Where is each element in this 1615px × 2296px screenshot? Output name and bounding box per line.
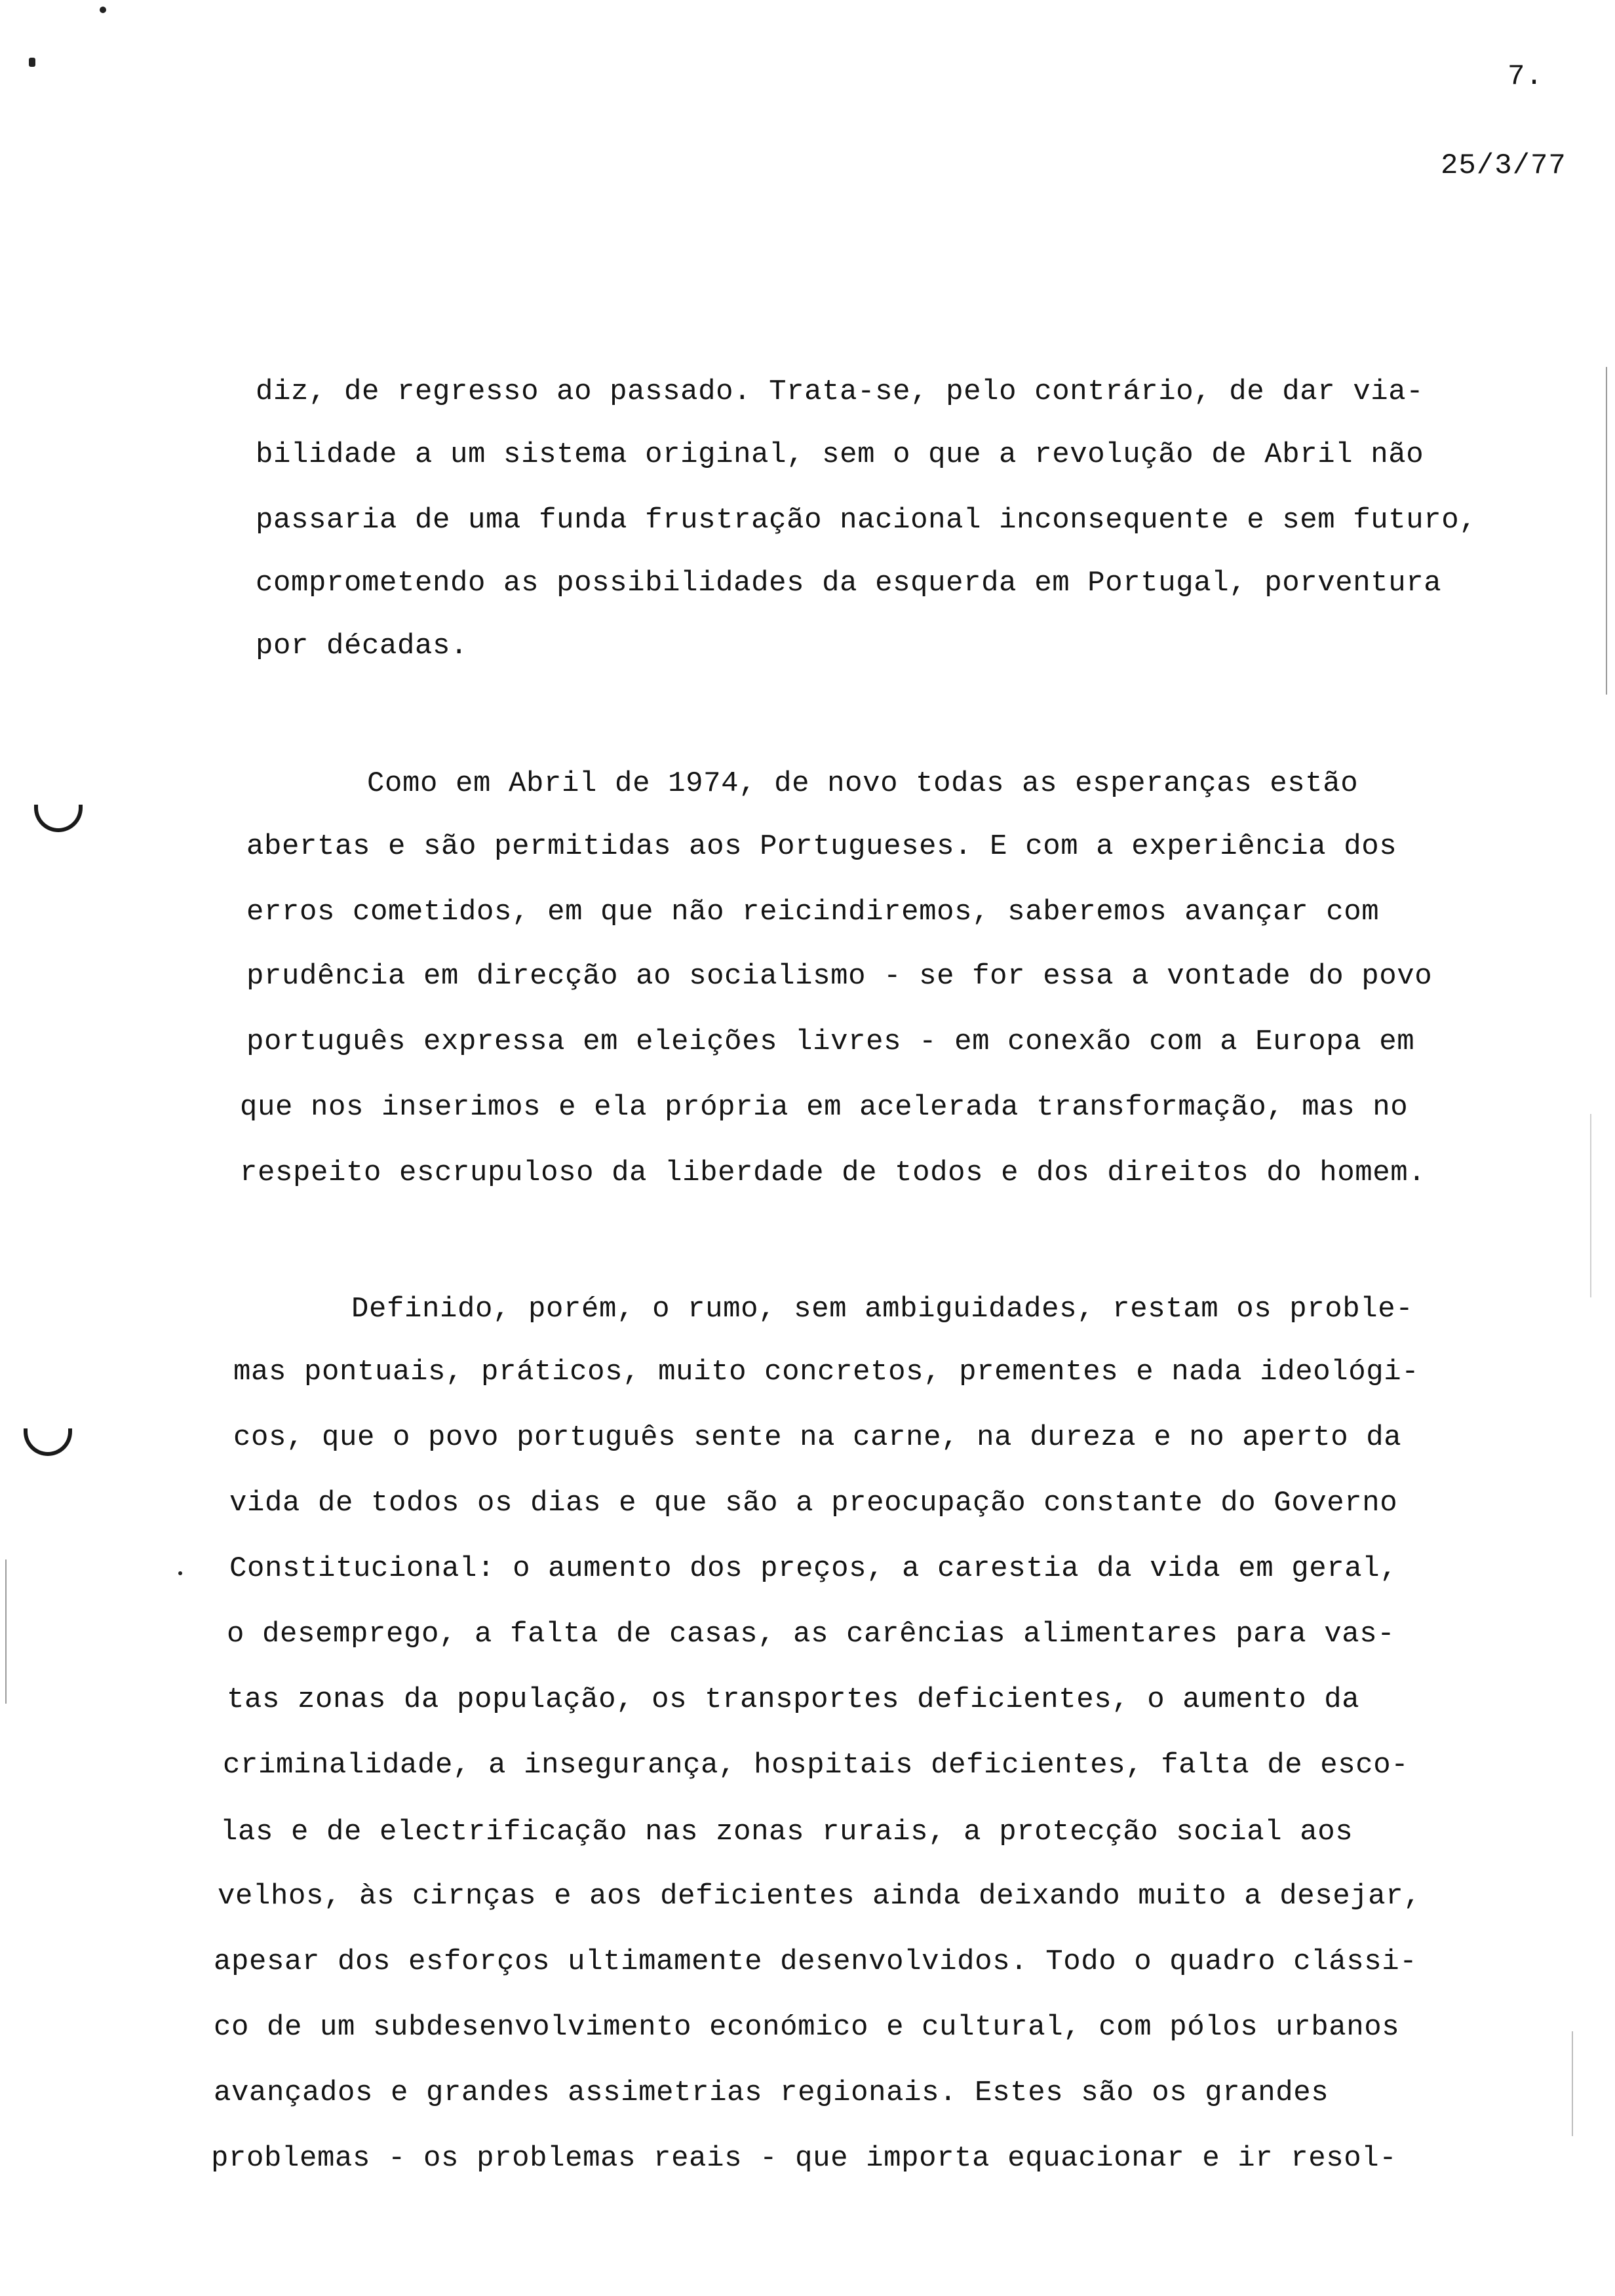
scan-speck [29,58,35,67]
left-edge-line [5,1559,7,1704]
text-line: Como em Abril de 1974, de novo todas as esperanças estão [367,767,1359,800]
text-line: o desemprego, a falta de casas, as carências alimentares para vas- [227,1618,1395,1651]
text-line: mas pontuais, práticos, muito concretos, prementes e nada ideológi- [233,1356,1420,1388]
text-line: vida de todos os dias e que são a preocupação constante do Governo [229,1487,1398,1520]
text-line: problemas - os problemas reais - que importa equacionar e ir resol- [211,2142,1397,2175]
text-line: comprometendo as possibilidades da esquerda em Portugal, porventura [256,567,1442,600]
text-line: velhos, às cirnças e aos deficientes ainda deixando muito a desejar, [218,1880,1422,1913]
text-line: apesar dos esforços ultimamente desenvolvidos. Todo o quadro clássi- [214,1945,1418,1978]
right-edge-line-mid [1590,1114,1591,1297]
scan-dot [100,7,106,13]
text-line: Definido, porém, o rumo, sem ambiguidades, restam os proble- [351,1293,1414,1326]
text-line: respeito escrupuloso da liberdade de todos e dos direitos do homem. [240,1157,1426,1189]
punch-hole-bottom [24,1428,72,1456]
text-line: diz, de regresso ao passado. Trata-se, pelo contrário, de dar via- [256,375,1424,408]
text-line: que nos inserimos e ela própria em acelerada transformação, mas no [240,1091,1409,1124]
text-line: avançados e grandes assimetrias regionais. Estes são os grandes [214,2076,1329,2109]
text-line: Constitucional: o aumento dos preços, a carestia da vida em geral, [229,1552,1398,1585]
text-line: bilidade a um sistema original, sem o que a revolução de Abril não [256,438,1424,471]
right-edge-line-bottom [1572,2031,1573,2136]
text-line: português expressa em eleições livres - em conexão com a Europa em [246,1025,1415,1058]
text-line: criminalidade, a insegurança, hospitais deficientes, falta de esco- [223,1749,1409,1782]
text-line: cos, que o povo português sente na carne, na dureza e no aperto da [233,1421,1402,1454]
text-line: por décadas. [256,630,469,662]
punch-hole-top [34,805,83,832]
scan-dot-margin [178,1571,182,1575]
text-line: prudência em direcção ao socialismo - se for essa a vontade do povo [246,960,1433,993]
text-line: co de um subdesenvolvimento económico e cultural, com pólos urbanos [214,2011,1400,2044]
text-line: tas zonas da população, os transportes deficientes, o aumento da [227,1683,1360,1716]
text-line: abertas e são permitidas aos Portugueses. E com a experiência dos [246,830,1397,863]
text-line: las e de electrificação nas zonas rurais, a protecção social aos [220,1816,1353,1848]
page-number: 7. [1508,60,1544,93]
text-line: erros cometidos, em que não reicindiremos, saberemos avançar com [246,896,1380,928]
text-line: passaria de uma funda frustração nacional inconsequente e sem futuro, [256,504,1477,537]
document-date: 25/3/77 [1441,149,1566,182]
right-edge-line-top [1606,367,1607,695]
